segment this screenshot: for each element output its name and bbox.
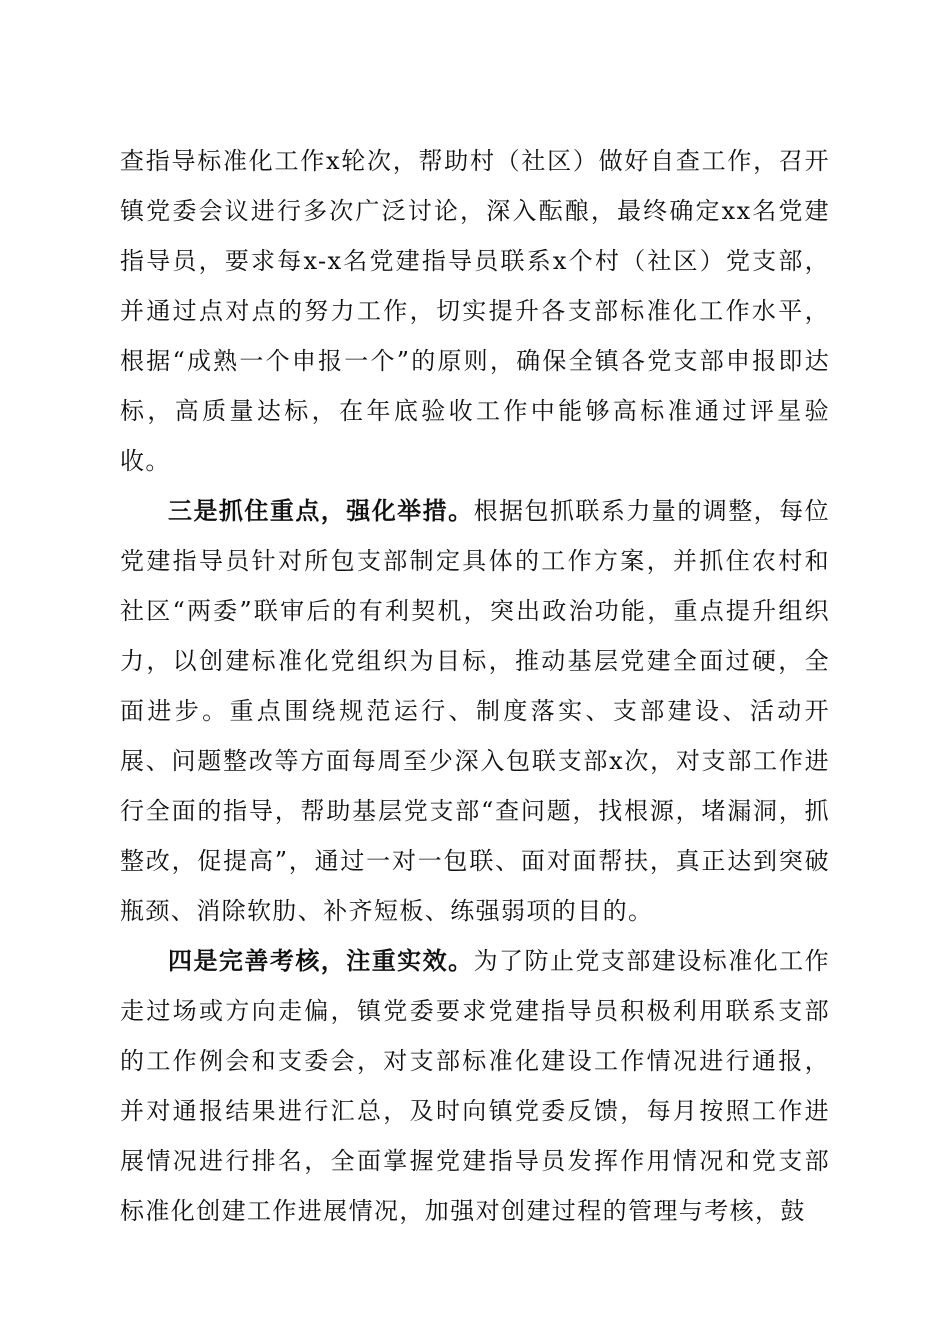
paragraph-lead-heading: 四是完善考核，注重实效。 [168,946,474,975]
body-text [120,136,830,1236]
paragraph-point-four [120,936,830,1236]
paragraph-lead-heading: 三是抓住重点，强化举措。 [168,496,474,525]
paragraph-point-three [120,486,830,936]
paragraph-text: 为了防止党支部建设标准化工作走过场或方向走偏，镇党委要求党建指导员积极利用联系支部的工作例会和支委会，对支部标准化建设工作情况进行通报，并对通报结果进行汇总，及时向镇党委反馈，每月按照工作进展情况进行排名，全面掌握党建指导员发挥作用情况和党支部标准化创建工作进展情况，加强对创建过程的管理与考核，鼓 [120,947,830,1225]
paragraph-text: 查指导标准化工作x轮次，帮助村（社区）做好自查工作，召开镇党委会议进行多次广泛讨论，深入酝酿，最终确定xx名党建指导员，要求每x-x名党建指导员联系x个村（社区）党支部，并通过点对点的努力工作，切实提升各支部标准化工作水平，根据“成熟一个申报一个”的原则，确保全镇各党支部申报即达标，高质量达标，在年底验收工作中能够高标准通过评星验收。 [120,147,830,475]
paragraph-continuation [120,136,830,486]
paragraph-text: 根据包抓联系力量的调整，每位党建指导员针对所包支部制定具体的工作方案，并抓住农村和社区“两委”联审后的有利契机，突出政治功能，重点提升组织力，以创建标准化党组织为目标，推动基层党建全面过硬，全面进步。重点围绕规范运行、制度落实、支部建设、活动开展、问题整改等方面每周至少深入包联支部x次，对支部工作进行全面的指导，帮助基层党支部“查问题，找根源，堵漏洞，抓整改，促提高”，通过一对一包联、面对面帮扶，真正达到突破瓶颈、消除软肋、补齐短板、练强弱项的目的。 [120,497,830,925]
